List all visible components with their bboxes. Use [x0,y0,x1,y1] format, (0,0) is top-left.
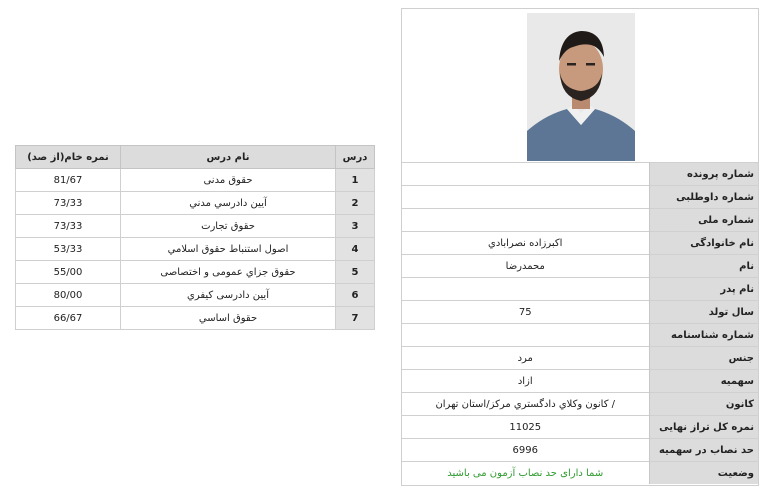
field-label: شماره ملی [649,209,758,232]
applicant-number-value [402,186,649,209]
field-label: حد نصاب در سهمیه [649,439,758,462]
header-index: درس [336,146,375,169]
field-label: کانون [649,393,758,416]
field-label: شماره شناسنامه [649,324,758,347]
info-row [402,324,758,347]
field-label: وضعیت [649,462,758,485]
row-index: 1 [336,169,375,192]
field-label: سهمیه [649,370,758,393]
table-row [16,307,375,330]
id-card-number-value [402,324,649,347]
header-course-name: نام درس [121,146,336,169]
row-index: 4 [336,238,375,261]
field-label: نام خانوادگی [649,232,758,255]
course-name: حقوق اساسي [121,307,336,330]
national-id-value [402,209,649,232]
course-score: 53/33 [16,238,121,261]
course-name: آيين دادرسي مدني [121,192,336,215]
status-value: شما دارای حد نصاب آزمون می باشید [402,462,649,485]
field-label: نام پدر [649,278,758,301]
table-row [16,192,375,215]
row-index: 2 [336,192,375,215]
candidate-info-table [402,162,758,484]
quota-value: ازاد [402,370,649,393]
table-row [16,261,375,284]
scores-header-row [16,146,375,169]
info-row [402,462,758,485]
field-label: سال تولد [649,301,758,324]
candidate-photo-image [527,13,635,161]
row-index: 5 [336,261,375,284]
last-name-value: اکبرزاده نصرابادي [402,232,649,255]
header-raw-score: نمره خام(از صد) [16,146,121,169]
row-index: 7 [336,307,375,330]
field-label: جنس [649,347,758,370]
info-row [402,416,758,439]
info-row [402,209,758,232]
quota-threshold-value: 6996 [402,439,649,462]
info-row [402,370,758,393]
candidate-photo [527,13,635,161]
gender-value: مرد [402,347,649,370]
info-row [402,278,758,301]
course-score: 73/33 [16,215,121,238]
info-row [402,232,758,255]
info-row [402,255,758,278]
row-index: 3 [336,215,375,238]
row-index: 6 [336,284,375,307]
table-row [16,284,375,307]
info-row [402,186,758,209]
course-score: 81/67 [16,169,121,192]
birth-year-value: 75 [402,301,649,324]
field-label: شماره پرونده [649,163,758,186]
info-row [402,163,758,186]
candidate-profile-card [401,8,759,486]
course-name: حقوق جزاي عمومی و اختصاصی [121,261,336,284]
table-row [16,215,375,238]
course-name: اصول استنباط حقوق اسلامي [121,238,336,261]
final-score-value: 11025 [402,416,649,439]
course-name: آيين دادرسی کيفري [121,284,336,307]
course-score: 80/00 [16,284,121,307]
course-score: 73/33 [16,192,121,215]
file-number-value [402,163,649,186]
field-label: نام [649,255,758,278]
table-row [16,238,375,261]
field-label: نمره کل تراز نهایی [649,416,758,439]
scores-table [15,145,375,330]
info-row [402,347,758,370]
course-name: حقوق تجارت [121,215,336,238]
table-row [16,169,375,192]
first-name-value: محمدرضا [402,255,649,278]
bar-association-value: / کانون وکلاي دادگستري مرکز/استان تهران [402,393,649,416]
course-score: 66/67 [16,307,121,330]
course-score: 55/00 [16,261,121,284]
info-row [402,393,758,416]
info-row [402,439,758,462]
info-row [402,301,758,324]
field-label: شماره داوطلبی [649,186,758,209]
father-name-value [402,278,649,301]
course-name: حقوق مدنی [121,169,336,192]
